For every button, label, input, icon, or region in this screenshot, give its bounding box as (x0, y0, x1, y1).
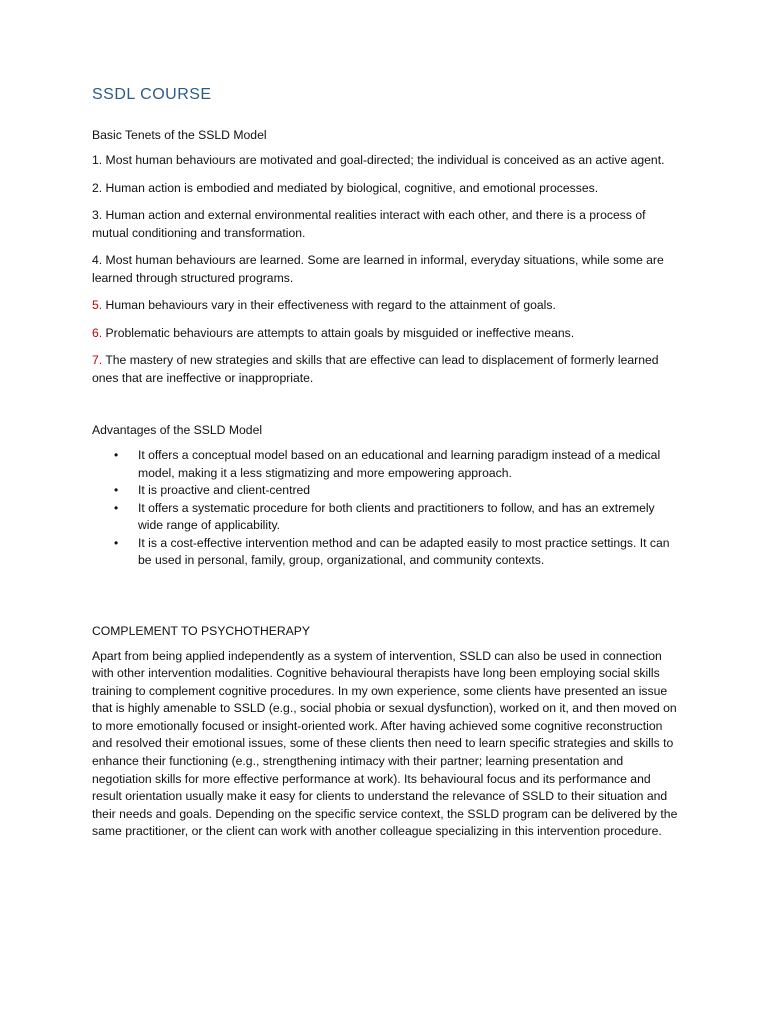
tenet-item-6 (92, 325, 682, 343)
bullet-icon: • (114, 448, 119, 462)
tenet-number: 5. (92, 298, 103, 312)
tenet-text: Human action and external environmental realities interact with each other, and there is a process of mutual conditioning and transformation. (92, 208, 646, 240)
bullet-icon: • (114, 535, 119, 550)
tenet-text: Human action is embodied and mediated by biological, cognitive, and emotional processes. (102, 180, 599, 195)
spacer (92, 580, 682, 624)
document-title: SSDL COURSE (92, 86, 212, 103)
tenet-text: Human behaviours vary in their effectiveness with regard to the attainment of goals. (102, 298, 556, 312)
tenet-item-5 (92, 297, 682, 315)
tenet-number: 7. (92, 353, 103, 367)
tenet-number: 3. (92, 208, 103, 222)
tenet-number: 2. (92, 180, 103, 195)
tenet-item-4 (92, 252, 682, 287)
advantage-text: It offers a conceptual model based on an educational and learning paradigm instead of a medical model, making it a less stigmatizing and more empowering approach. (138, 448, 661, 480)
advantage-text: It is proactive and client-centred (138, 483, 311, 497)
list-item (92, 500, 682, 535)
tenet-text: Problematic behaviours are attempts to attain goals by misguided or ineffective means. (102, 325, 575, 340)
spacer (92, 397, 682, 423)
tenet-number: 6. (92, 325, 103, 340)
tenet-item-3 (92, 207, 682, 242)
tenet-text: Most human behaviours are learned. Some are learned in informal, everyday situations, while some are learned through structured programs. (92, 253, 664, 285)
tenet-item-1 (92, 152, 682, 170)
tenet-text: Most human behaviours are motivated and goal-directed; the individual is conceived as an active agent. (102, 153, 665, 167)
complement-heading: COMPLEMENT TO PSYCHOTHERAPY (92, 623, 311, 638)
tenets-list (92, 152, 682, 387)
tenet-number: 1. (92, 153, 103, 167)
list-item (92, 482, 682, 500)
complement-body: Apart from being applied independently as a system of intervention, SSLD can also be used in connection with other intervention modalities. Cognitive behavioural therapists have long been employing social skills training to complement cognitive procedures. In my own experience, some clients have presented an issue that is highly amenable to SSLD (e.g., social phobia or sexual dysfunction), worked on it, and then moved on to more emotionally focused or insight-oriented work. After having achieved some cognitive reconstruction and resolved their emotional issues, some of these clients then need to learn specific strategies and skills to enhance their functioning (e.g., strengthening intimacy with their partner; learning presentation and negotiation skills for more effective performance at work). Its behavioural focus and its performance and result orientation usually make it easy for clients to understand the relevance of SSLD to their situation and their needs and goals. Depending on the specific service context, the SSLD program can be delivered by the same practitioner, or the client can work with another colleague specializing in this intervention procedure. (92, 648, 678, 839)
tenet-item-7 (92, 352, 682, 387)
advantages-heading: Advantages of the SSLD Model (92, 423, 263, 437)
advantage-text: It is a cost-effective intervention method and can be adapted easily to most practice settings. It can be used in personal, family, group, organizational, and community contexts. (138, 535, 670, 567)
advantage-text: It offers a systematic procedure for both clients and practitioners to follow, and has an extremely wide range of applicability. (138, 500, 655, 532)
tenet-text: The mastery of new strategies and skills that are effective can lead to displacement of formerly learned ones that are ineffective or inappropriate. (92, 353, 659, 385)
bullet-icon: • (114, 500, 119, 515)
tenet-item-2 (92, 180, 682, 198)
bullet-icon: • (114, 483, 119, 497)
list-item (92, 535, 682, 570)
list-item (92, 447, 682, 482)
tenet-number: 4. (92, 253, 103, 267)
advantages-list (92, 447, 682, 570)
tenets-heading: Basic Tenets of the SSLD Model (92, 128, 267, 142)
